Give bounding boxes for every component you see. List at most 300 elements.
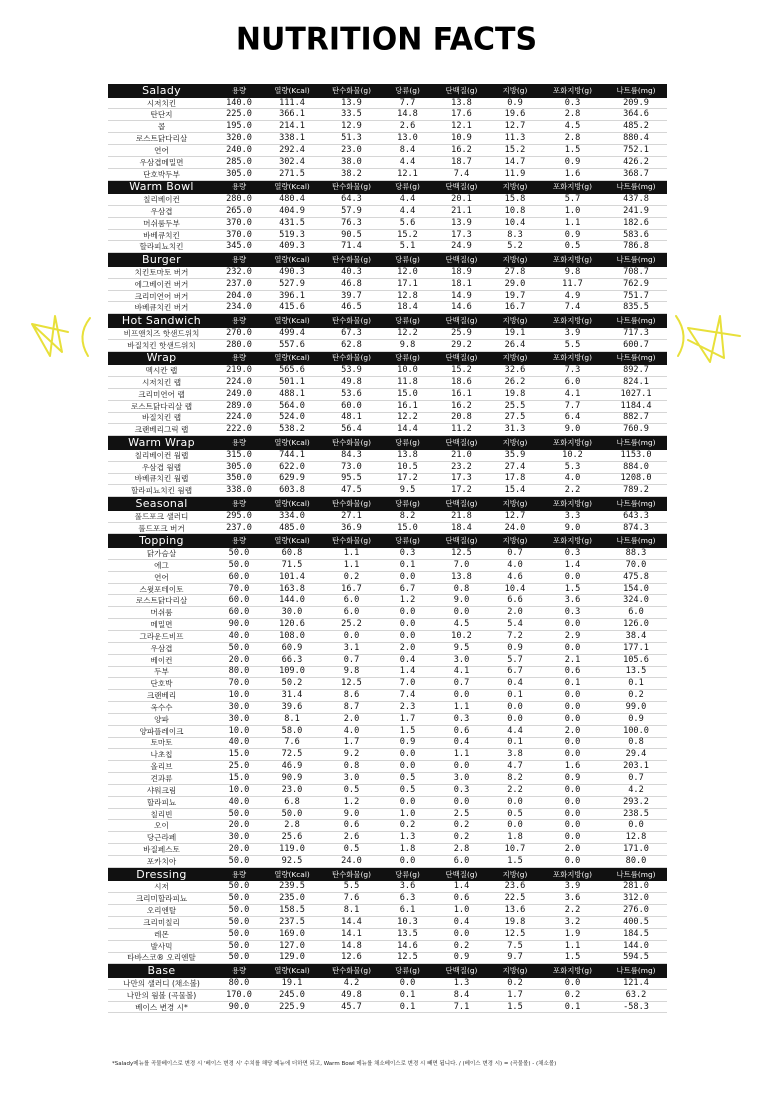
table-cell: 60.0 xyxy=(341,400,362,411)
table-row xyxy=(108,511,667,523)
table-cell: 16.1 xyxy=(451,388,472,399)
column-header: 나트륨(mg) xyxy=(616,85,656,95)
table-cell: 18.9 xyxy=(451,266,472,277)
column-header: 용량 xyxy=(231,85,247,95)
table-cell: 431.5 xyxy=(279,217,305,228)
column-header: 용량 xyxy=(231,438,247,448)
table-cell: 203.1 xyxy=(623,761,649,772)
menu-name: 바베큐치킨 xyxy=(143,230,180,240)
table-cell: 1184.4 xyxy=(620,400,652,411)
table-cell: 25.0 xyxy=(228,761,250,772)
table-row xyxy=(108,832,667,844)
table-cell: 345.0 xyxy=(226,241,252,252)
table-row xyxy=(108,230,667,242)
column-header: 단백질(g) xyxy=(445,869,478,879)
table-cell: 717.3 xyxy=(623,327,649,338)
table-cell: 0.3 xyxy=(564,547,581,558)
table-cell: 46.9 xyxy=(281,761,303,772)
table-cell: 70.0 xyxy=(228,678,250,689)
table-cell: 15.0 xyxy=(228,773,250,784)
table-cell: 1.2 xyxy=(399,595,416,606)
table-cell: 0.0 xyxy=(453,928,470,939)
table-cell: 20.0 xyxy=(228,844,250,855)
column-header: 탄수화물(g) xyxy=(331,536,372,546)
table-cell: 0.1 xyxy=(399,989,416,1000)
table-cell: 129.0 xyxy=(279,952,305,963)
column-header: 용량 xyxy=(231,316,247,326)
section-title: Wrap xyxy=(146,352,177,364)
table-cell: 9.8 xyxy=(399,339,416,350)
table-cell: 1.2 xyxy=(343,796,360,807)
table-cell: 170.0 xyxy=(226,989,252,1000)
column-header: 당류(g) xyxy=(395,966,420,976)
table-cell: 5.7 xyxy=(564,194,581,205)
table-row xyxy=(108,302,667,314)
table-cell: 1.1 xyxy=(453,749,470,760)
table-row xyxy=(108,548,667,560)
table-cell: 3.8 xyxy=(507,749,523,760)
table-cell: 4.4 xyxy=(399,205,416,216)
table-cell: 18.7 xyxy=(451,156,472,167)
table-cell: 11.3 xyxy=(504,133,526,144)
table-cell: 6.0 xyxy=(343,595,360,606)
table-cell: 15.0 xyxy=(397,388,418,399)
table-cell: 760.9 xyxy=(623,424,649,435)
column-header: 용량 xyxy=(231,182,247,192)
table-row xyxy=(108,749,667,761)
menu-name: 당근라페 xyxy=(146,833,177,843)
table-cell: 0.7 xyxy=(453,678,470,689)
star-doodle-left-icon xyxy=(28,312,108,364)
table-cell: -58.3 xyxy=(623,1001,649,1012)
table-cell: 16.7 xyxy=(341,583,362,594)
column-header: 열량(Kcal) xyxy=(274,353,310,363)
table-cell: 7.6 xyxy=(284,737,300,748)
column-header: 단백질(g) xyxy=(445,438,478,448)
table-cell: 0.5 xyxy=(399,773,416,784)
table-row xyxy=(108,929,667,941)
table-cell: 884.0 xyxy=(623,461,649,472)
table-cell: 1153.0 xyxy=(620,449,652,460)
table-cell: 46.5 xyxy=(341,302,362,313)
menu-name: 머쉬룸 xyxy=(150,608,173,618)
table-row xyxy=(108,655,667,667)
table-cell: 0.1 xyxy=(628,678,644,689)
table-cell: 27.5 xyxy=(504,412,526,423)
table-cell: 26.2 xyxy=(504,376,526,387)
table-cell: 100.0 xyxy=(623,725,649,736)
table-cell: 17.8 xyxy=(504,473,526,484)
table-cell: 1.3 xyxy=(399,832,416,843)
table-cell: 789.2 xyxy=(623,485,649,496)
menu-name: 바질치킨 핫샌드위치 xyxy=(127,340,196,350)
table-cell: 14.1 xyxy=(341,928,362,939)
table-row xyxy=(108,121,667,133)
column-header: 단백질(g) xyxy=(445,316,478,326)
table-cell: 437.8 xyxy=(623,194,649,205)
table-cell: 50.0 xyxy=(228,881,250,892)
table-cell: 204.0 xyxy=(226,290,252,301)
table-cell: 84.3 xyxy=(341,449,362,460)
table-cell: 88.3 xyxy=(625,547,647,558)
menu-name: 옥수수 xyxy=(150,702,173,712)
table-cell: 0.1 xyxy=(507,737,523,748)
table-cell: 629.9 xyxy=(279,473,305,484)
table-cell: 0.5 xyxy=(343,844,360,855)
table-cell: 276.0 xyxy=(623,905,649,916)
table-row xyxy=(108,157,667,169)
column-header: 나트륨(mg) xyxy=(616,316,656,326)
table-cell: 289.0 xyxy=(226,400,252,411)
table-row xyxy=(108,109,667,121)
table-cell: 4.0 xyxy=(343,725,360,736)
table-cell: 13.5 xyxy=(397,928,418,939)
table-cell: 3.6 xyxy=(564,893,581,904)
table-cell: 0.2 xyxy=(628,690,644,701)
table-cell: 39.6 xyxy=(281,701,303,712)
table-cell: 53.6 xyxy=(341,388,362,399)
table-cell: 4.1 xyxy=(453,666,470,677)
table-cell: 70.0 xyxy=(625,559,647,570)
table-row xyxy=(108,953,667,965)
table-cell: 3.9 xyxy=(564,327,581,338)
column-header: 탄수화물(g) xyxy=(331,353,372,363)
table-cell: 7.4 xyxy=(399,690,416,701)
column-header: 단백질(g) xyxy=(445,498,478,508)
table-cell: 0.0 xyxy=(399,619,416,630)
table-cell: 13.9 xyxy=(451,217,472,228)
table-cell: 0.8 xyxy=(343,761,360,772)
menu-name: 연어 xyxy=(154,572,169,582)
table-cell: 0.0 xyxy=(507,701,523,712)
table-cell: 12.7 xyxy=(504,510,526,521)
menu-name: 발사믹 xyxy=(150,941,173,951)
table-row xyxy=(108,450,667,462)
table-cell: 209.9 xyxy=(623,97,649,108)
table-cell: 5.2 xyxy=(507,241,523,252)
menu-name: 단호박 xyxy=(150,679,173,689)
table-row xyxy=(108,726,667,738)
table-cell: 0.0 xyxy=(564,701,581,712)
table-cell: 396.1 xyxy=(279,290,305,301)
table-row xyxy=(108,206,667,218)
table-cell: 835.5 xyxy=(623,302,649,313)
table-cell: 9.5 xyxy=(453,642,470,653)
table-cell: 21.0 xyxy=(451,449,472,460)
table-cell: 0.6 xyxy=(453,725,470,736)
table-cell: 12.6 xyxy=(341,952,362,963)
menu-name: 크리미연어 랩 xyxy=(138,389,185,399)
column-header: 포화지방(g) xyxy=(552,85,593,95)
menu-name: 로스트닭다리살 xyxy=(135,596,188,606)
table-row xyxy=(108,133,667,145)
section-title: Base xyxy=(147,965,176,977)
menu-name: 양파 xyxy=(154,714,169,724)
table-cell: 23.0 xyxy=(281,784,303,795)
table-cell: 12.1 xyxy=(397,168,418,179)
table-cell: 10.0 xyxy=(228,725,250,736)
table-cell: 6.8 xyxy=(284,796,300,807)
table-row xyxy=(108,893,667,905)
table-cell: 9.7 xyxy=(507,952,523,963)
table-cell: 7.0 xyxy=(399,678,416,689)
table-cell: 24.0 xyxy=(504,522,526,533)
menu-name: 비프앤치즈 핫샌드위치 xyxy=(123,328,200,338)
table-cell: 643.3 xyxy=(623,510,649,521)
column-header: 지방(g) xyxy=(502,966,528,976)
column-header: 지방(g) xyxy=(502,438,528,448)
table-cell: 1.7 xyxy=(507,989,523,1000)
table-cell: 50.0 xyxy=(228,642,250,653)
table-cell: 16.1 xyxy=(397,400,418,411)
table-cell: 0.3 xyxy=(399,547,416,558)
table-cell: 0.0 xyxy=(564,808,581,819)
table-cell: 538.2 xyxy=(279,424,305,435)
table-cell: 364.6 xyxy=(623,109,649,120)
table-cell: 46.8 xyxy=(341,278,362,289)
table-cell: 11.8 xyxy=(397,376,418,387)
table-cell: 0.9 xyxy=(628,713,644,724)
table-cell: 121.4 xyxy=(623,977,649,988)
table-row xyxy=(108,1002,667,1014)
column-header: 탄수화물(g) xyxy=(331,316,372,326)
table-cell: 38.2 xyxy=(341,168,362,179)
table-row xyxy=(108,881,667,893)
table-cell: 0.0 xyxy=(399,607,416,618)
section-title: Topping xyxy=(139,535,184,547)
table-cell: 0.0 xyxy=(564,571,581,582)
table-cell: 824.1 xyxy=(623,376,649,387)
table-cell: 15.8 xyxy=(504,194,526,205)
table-cell: 30.0 xyxy=(228,701,250,712)
table-cell: 10.2 xyxy=(562,449,583,460)
table-cell: 3.2 xyxy=(564,916,581,927)
menu-name: 스윗포테이토 xyxy=(139,584,184,594)
table-cell: 7.7 xyxy=(564,400,581,411)
table-cell: 26.4 xyxy=(504,339,526,350)
table-cell: 14.6 xyxy=(451,302,472,313)
table-cell: 5.3 xyxy=(564,461,581,472)
table-cell: 1.4 xyxy=(453,881,470,892)
table-cell: 0.9 xyxy=(564,773,581,784)
column-header: 포화지방(g) xyxy=(552,498,593,508)
table-cell: 0.4 xyxy=(399,654,416,665)
column-header: 열량(Kcal) xyxy=(274,498,310,508)
table-cell: 36.9 xyxy=(341,522,362,533)
table-cell: 6.1 xyxy=(399,905,416,916)
menu-name: 풀드포크 샐러디 xyxy=(134,511,189,521)
table-cell: 16.2 xyxy=(451,400,472,411)
table-cell: 29.4 xyxy=(625,749,647,760)
table-cell: 237.0 xyxy=(226,522,252,533)
column-header: 탄수화물(g) xyxy=(331,869,372,879)
table-cell: 6.3 xyxy=(399,893,416,904)
menu-name: 크리미칠리 xyxy=(143,917,180,927)
column-header: 용량 xyxy=(231,869,247,879)
table-cell: 50.0 xyxy=(228,547,250,558)
section-title: Burger xyxy=(142,254,181,266)
table-cell: 11.9 xyxy=(504,168,526,179)
menu-name: 오이 xyxy=(154,821,169,831)
table-cell: 234.0 xyxy=(226,302,252,313)
table-cell: 1.7 xyxy=(343,737,360,748)
table-cell: 0.1 xyxy=(564,678,581,689)
table-row xyxy=(108,785,667,797)
column-header: 단백질(g) xyxy=(445,536,478,546)
table-cell: 0.4 xyxy=(453,916,470,927)
menu-name: 우삼겹 xyxy=(150,643,173,653)
table-row xyxy=(108,169,667,181)
section-header xyxy=(108,314,667,328)
table-row xyxy=(108,279,667,291)
table-cell: 12.8 xyxy=(397,290,418,301)
column-header: 탄수화물(g) xyxy=(331,498,372,508)
table-row xyxy=(108,584,667,596)
table-cell: 501.1 xyxy=(279,376,305,387)
menu-name: 시저치킨 xyxy=(146,98,177,108)
column-header: 포화지방(g) xyxy=(552,182,593,192)
table-cell: 4.4 xyxy=(507,725,523,736)
table-cell: 285.0 xyxy=(226,156,252,167)
table-row xyxy=(108,413,667,425)
table-cell: 6.0 xyxy=(564,376,581,387)
table-cell: 45.7 xyxy=(341,1001,362,1012)
column-header: 열량(Kcal) xyxy=(274,85,310,95)
table-row xyxy=(108,702,667,714)
table-cell: 10.4 xyxy=(504,217,526,228)
table-cell: 2.8 xyxy=(564,109,581,120)
table-cell: 71.5 xyxy=(281,559,303,570)
table-cell: 7.1 xyxy=(453,1001,470,1012)
menu-name: 우삼겹메밀면 xyxy=(139,157,184,167)
table-cell: 80.0 xyxy=(228,977,250,988)
table-cell: 1.6 xyxy=(564,168,581,179)
table-cell: 10.4 xyxy=(504,583,526,594)
table-cell: 0.9 xyxy=(453,952,470,963)
table-cell: 0.0 xyxy=(399,630,416,641)
table-cell: 14.7 xyxy=(504,156,526,167)
table-cell: 1.4 xyxy=(564,559,581,570)
table-cell: 0.0 xyxy=(399,855,416,866)
table-cell: 2.2 xyxy=(564,485,581,496)
column-header: 탄수화물(g) xyxy=(331,966,372,976)
table-cell: 265.0 xyxy=(226,205,252,216)
table-cell: 11.2 xyxy=(451,424,472,435)
table-cell: 11.7 xyxy=(562,278,583,289)
table-cell: 5.4 xyxy=(507,619,523,630)
table-cell: 195.0 xyxy=(226,121,252,132)
table-row xyxy=(108,560,667,572)
table-cell: 622.0 xyxy=(279,461,305,472)
table-cell: 475.8 xyxy=(623,571,649,582)
table-cell: 7.3 xyxy=(564,365,581,376)
table-cell: 0.8 xyxy=(453,583,470,594)
table-cell: 239.5 xyxy=(279,881,305,892)
table-row xyxy=(108,844,667,856)
table-cell: 224.0 xyxy=(226,412,252,423)
table-cell: 225.9 xyxy=(279,1001,305,1012)
menu-name: 할라피뇨 xyxy=(146,797,177,807)
table-row xyxy=(108,340,667,352)
table-cell: 6.0 xyxy=(453,855,470,866)
menu-name: 크랜베리그릭 랩 xyxy=(134,425,189,435)
table-cell: 0.3 xyxy=(453,713,470,724)
section-title: Seasonal xyxy=(135,497,188,509)
table-cell: 0.5 xyxy=(564,241,581,252)
table-cell: 4.2 xyxy=(343,977,360,988)
table-cell: 14.6 xyxy=(397,940,418,951)
nutrition-table xyxy=(108,84,667,1013)
column-header: 용량 xyxy=(231,536,247,546)
table-cell: 0.3 xyxy=(564,97,581,108)
menu-name: 풀드포크 버거 xyxy=(138,523,185,533)
table-cell: 90.0 xyxy=(228,1001,250,1012)
footnote: *Salady메뉴를 곡물베이스로 변경 시 '베이스 변경 시' 수치를 해당 메뉴에 더하면 되고, Warm Bowl 메뉴를 채소베이스로 변경 시 빼면 됩니다. / (베이스 변경 시) = (곡물볼) - (채소볼) xyxy=(112,1061,557,1067)
table-cell: 50.2 xyxy=(281,678,303,689)
menu-name: 우삼겹 xyxy=(150,206,173,216)
table-cell: 302.4 xyxy=(279,156,305,167)
table-cell: 293.2 xyxy=(623,796,649,807)
table-cell: 63.2 xyxy=(625,989,647,1000)
table-cell: 8.6 xyxy=(343,690,360,701)
menu-name: 로스트닭다리살 xyxy=(135,134,188,144)
table-cell: 58.0 xyxy=(281,725,303,736)
table-cell: 12.1 xyxy=(451,121,472,132)
table-cell: 415.6 xyxy=(279,302,305,313)
table-cell: 557.6 xyxy=(279,339,305,350)
table-cell: 485.2 xyxy=(623,121,649,132)
table-cell: 271.5 xyxy=(279,168,305,179)
table-cell: 17.3 xyxy=(451,229,472,240)
table-cell: 594.5 xyxy=(623,952,649,963)
table-cell: 0.0 xyxy=(564,690,581,701)
table-cell: 35.9 xyxy=(504,449,526,460)
table-cell: 1.5 xyxy=(564,952,581,963)
menu-name: 콥 xyxy=(157,122,166,132)
table-cell: 10.0 xyxy=(397,365,418,376)
table-cell: 0.0 xyxy=(628,820,644,831)
table-cell: 32.6 xyxy=(504,365,526,376)
table-cell: 57.9 xyxy=(341,205,362,216)
table-cell: 2.0 xyxy=(343,713,360,724)
table-cell: 15.2 xyxy=(504,144,526,155)
table-cell: 488.1 xyxy=(279,388,305,399)
table-cell: 50.0 xyxy=(228,952,250,963)
table-cell: 90.0 xyxy=(228,619,250,630)
table-cell: 480.4 xyxy=(279,194,305,205)
table-cell: 2.0 xyxy=(399,642,416,653)
table-cell: 2.8 xyxy=(564,133,581,144)
column-header: 당류(g) xyxy=(395,438,420,448)
table-cell: 0.2 xyxy=(399,820,416,831)
table-cell: 40.0 xyxy=(228,796,250,807)
table-cell: 280.0 xyxy=(226,339,252,350)
section-header xyxy=(108,868,667,882)
table-cell: 105.6 xyxy=(623,654,649,665)
column-header: 나트륨(mg) xyxy=(616,438,656,448)
table-cell: 2.2 xyxy=(507,784,523,795)
table-cell: 10.2 xyxy=(451,630,472,641)
column-header: 나트륨(mg) xyxy=(616,536,656,546)
table-cell: 182.6 xyxy=(623,217,649,228)
table-cell: 8.2 xyxy=(399,510,416,521)
table-cell: 3.0 xyxy=(453,654,470,665)
table-cell: 10.8 xyxy=(504,205,526,216)
section-header xyxy=(108,436,667,450)
menu-name: 올리브 xyxy=(150,762,173,772)
table-cell: 240.0 xyxy=(226,144,252,155)
table-cell: 19.6 xyxy=(504,109,526,120)
